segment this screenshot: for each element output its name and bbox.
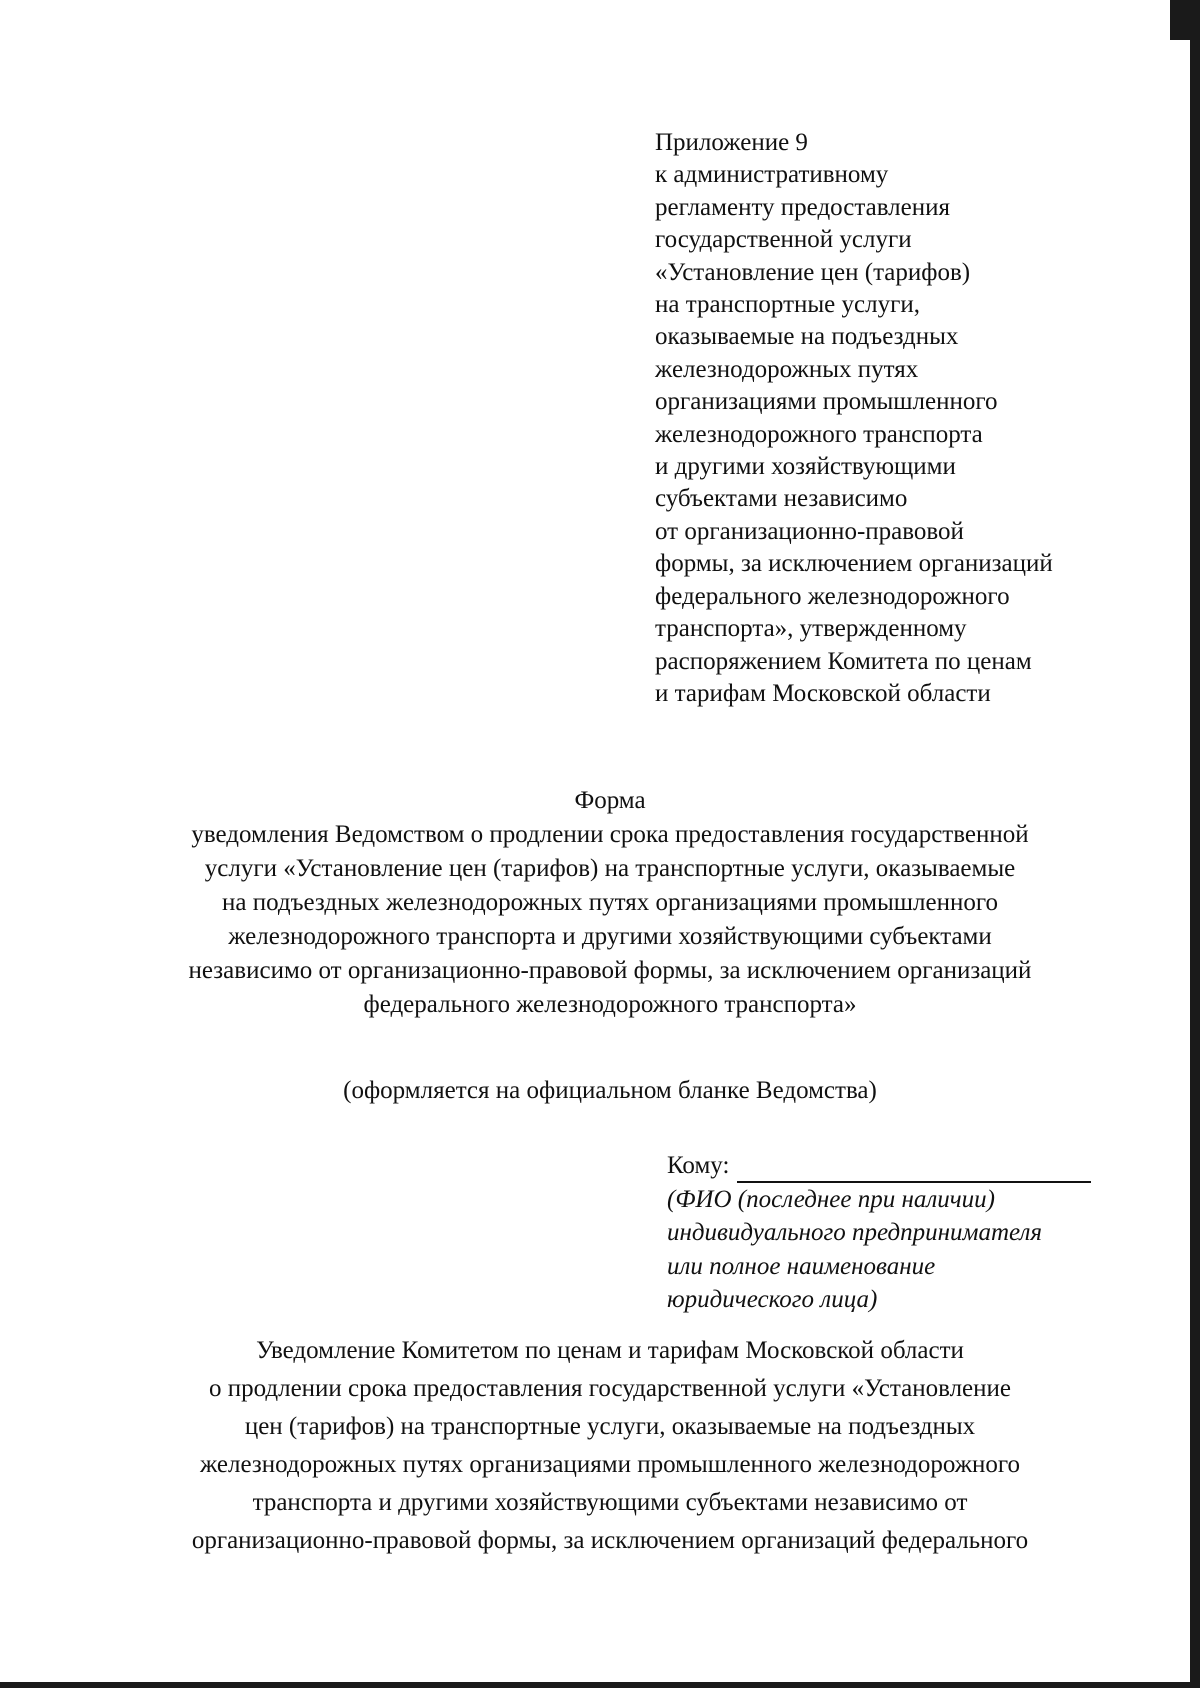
appendix-line: «Установление цен (тарифов) bbox=[655, 258, 971, 286]
recipient-hint-line: юридического лица) bbox=[667, 1286, 878, 1313]
appendix-line: от организационно-правовой bbox=[655, 517, 964, 545]
form-title-line: независимо от организационно-правовой формы, за исключением организаций bbox=[188, 957, 1032, 984]
appendix-line: организациями промышленного bbox=[655, 388, 998, 416]
appendix-line: формы, за исключением организаций bbox=[655, 550, 1053, 578]
form-title-line: на подъездных железнодорожных путях организациями промышленного bbox=[222, 889, 998, 916]
notice-line: Уведомление Комитетом по ценам и тарифам Московской области bbox=[256, 1337, 964, 1364]
recipient-row bbox=[667, 1149, 1127, 1183]
recipient-label: Кому: bbox=[667, 1152, 730, 1179]
form-title-line: уведомления Ведомством о продлении срока предоставления государственной bbox=[191, 821, 1029, 848]
recipient-hint-line: или полное наименование bbox=[667, 1252, 936, 1280]
appendix-line: Приложение 9 bbox=[655, 129, 808, 156]
notice-line: транспорта и другими хозяйствующими субъектами независимо от bbox=[252, 1489, 968, 1516]
notice-line: цен (тарифов) на транспортные услуги, оказываемые на подъездных bbox=[244, 1413, 976, 1440]
appendix-line: транспорта», утвержденному bbox=[655, 615, 967, 643]
form-title-line: услуги «Установление цен (тарифов) на транспортные услуги, оказываемые bbox=[204, 855, 1016, 882]
form-title-heading: Форма bbox=[574, 787, 646, 814]
appendix-line: железнодорожных путях bbox=[655, 355, 919, 383]
recipient-block bbox=[667, 1149, 1127, 1317]
appendix-line: железнодорожного транспорта bbox=[655, 420, 983, 448]
appendix-line: и другими хозяйствующими bbox=[655, 453, 956, 481]
recipient-hint-line: индивидуального предпринимателя bbox=[667, 1219, 1043, 1246]
scan-edge-corner bbox=[1170, 0, 1200, 40]
appendix-line: регламенту предоставления bbox=[655, 193, 951, 221]
form-title-line: железнодорожного транспорта и другими хозяйствующими субъектами bbox=[228, 923, 992, 950]
notice-heading bbox=[100, 1332, 1120, 1560]
recipient-hint bbox=[667, 1183, 1127, 1317]
recipient-blank-field[interactable] bbox=[737, 1157, 1091, 1183]
recipient-hint-line: (ФИО (последнее при наличии) bbox=[667, 1185, 996, 1213]
form-title bbox=[100, 784, 1120, 1022]
appendix-line: государственной услуги bbox=[655, 226, 912, 254]
scan-edge-bottom bbox=[0, 1682, 1200, 1688]
appendix-line: субъектами независимо bbox=[655, 485, 908, 513]
appendix-line: к административному bbox=[655, 161, 889, 189]
appendix-line: на транспортные услуги, bbox=[655, 291, 920, 319]
scan-edge-right bbox=[1190, 0, 1200, 1688]
appendix-line: федерального железнодорожного bbox=[655, 582, 1010, 610]
notice-line: железнодорожных путях организациями промышленного железнодорожного bbox=[199, 1451, 1021, 1478]
notice-line: организационно-правовой формы, за исключением организаций федерального bbox=[191, 1527, 1029, 1554]
appendix-header bbox=[655, 127, 1115, 710]
appendix-line: оказываемые на подъездных bbox=[655, 323, 959, 351]
blank-note: (оформляется на официальном бланке Ведомства) bbox=[343, 1077, 877, 1104]
appendix-line: распоряжением Комитета по ценам bbox=[655, 647, 1032, 675]
notice-line: о продлении срока предоставления государственной услуги «Установление bbox=[208, 1375, 1012, 1402]
form-title-line: федерального железнодорожного транспорта» bbox=[363, 991, 857, 1018]
appendix-line: и тарифам Московской области bbox=[655, 679, 991, 707]
